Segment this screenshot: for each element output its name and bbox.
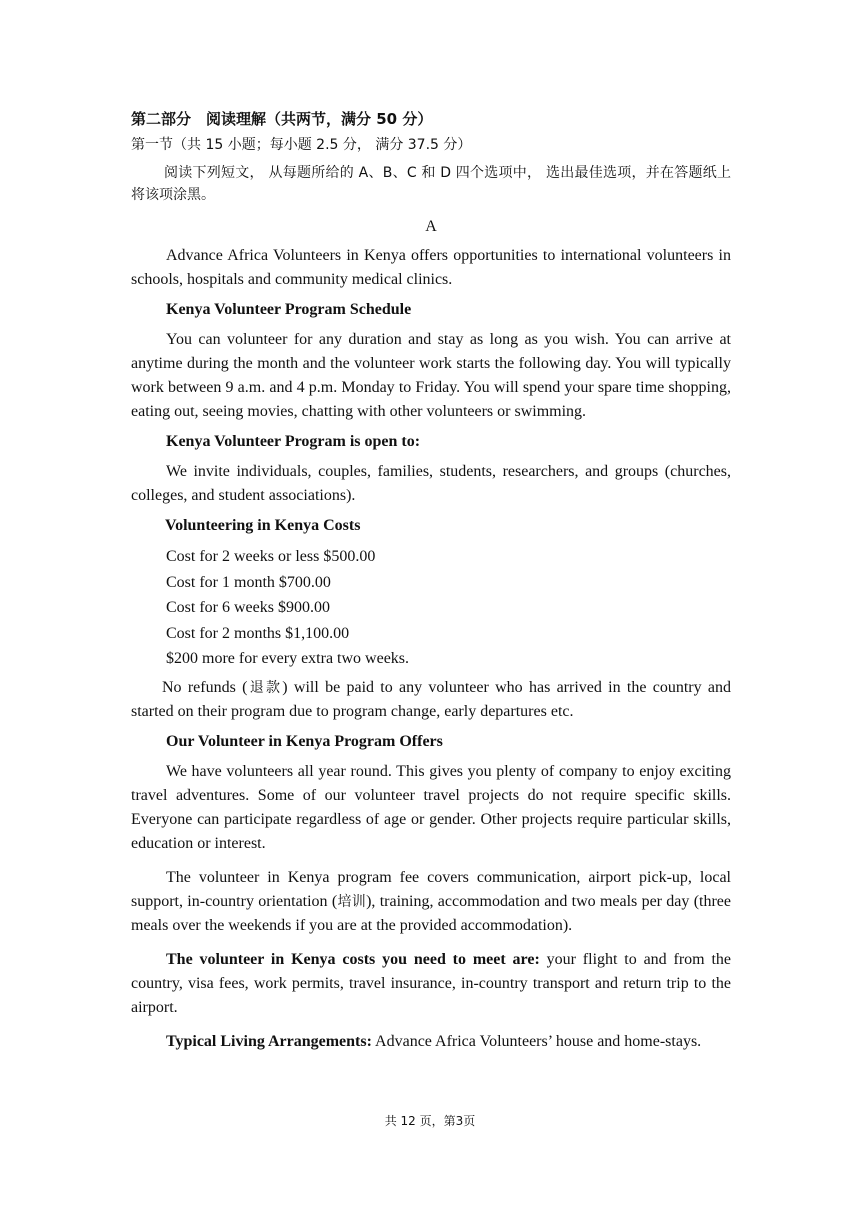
schedule-paragraph: You can volunteer for any duration and stay as long as you wish. You can arrive at anytime during the month and the volunteer work starts the following day. You will typically work between 9 a.m. and 4 p.m. Monday to Friday. You will spend your spare time shopping, eating out, seeing movies, chatting with other volunteers or swimming. bbox=[131, 331, 731, 420]
refund-text-end: ) will be paid to any volunteer who has arrived in the country and started on their program due to program change, early departures etc. bbox=[131, 678, 731, 720]
cost-item: Cost for 1 month $700.00 bbox=[166, 573, 331, 591]
fee-covers-end: ), training, accommodation and two meals per day (three meals over the weekends if you are at the provided accommodation). bbox=[131, 892, 731, 934]
living-label: Typical Living Arrangements: bbox=[166, 1032, 372, 1050]
costs-to-meet-label: The volunteer in Kenya costs you need to meet are: bbox=[166, 950, 540, 968]
offers-paragraph: We have volunteers all year round. This gives you plenty of company to enjoy exciting travel adventures. Some of our volunteer travel projects do not require specific skills. Everyone can participate regardless of age or gender. Other projects require particular skills, education or interest. bbox=[131, 762, 731, 852]
section-title: 第二部分 阅读理解（共两节，满分 50 分） bbox=[131, 110, 433, 128]
schedule-heading: Kenya Volunteer Program Schedule bbox=[166, 301, 412, 318]
offers-heading: Our Volunteer in Kenya Program Offers bbox=[166, 732, 443, 750]
orientation-gloss: 培训 bbox=[337, 893, 367, 910]
subsection-info: 第一节（共 15 小题；每小题 2.5 分， 满分 37.5 分） bbox=[131, 137, 472, 153]
cost-list bbox=[131, 544, 731, 672]
refund-text-start: No refunds ( bbox=[162, 678, 248, 696]
costs-to-meet-text: your flight to and from the country, visa fees, work permits, travel insurance, in-country transport and return trip to the airport. bbox=[131, 950, 732, 1016]
passage-letter: A bbox=[425, 218, 437, 235]
open-to-paragraph: We invite individuals, couples, families, students, researchers, and groups (churches, colleges, and student associations). bbox=[131, 463, 731, 504]
instructions: 阅读下列短文， 从每题所给的 A、B、C 和 D 四个选项中， 选出最佳选项，并在答题纸上将该项涂黑。 bbox=[131, 165, 731, 203]
refund-gloss: 退款 bbox=[247, 679, 283, 696]
living-text: Advance Africa Volunteers’ house and home-stays. bbox=[371, 1032, 702, 1050]
page-footer: 共 12 页，第3页 bbox=[384, 1114, 476, 1128]
open-to-heading: Kenya Volunteer Program is open to: bbox=[166, 433, 421, 450]
fee-covers-start: The volunteer in Kenya program fee covers communication, airport pick-up, local support, in-country orientation ( bbox=[131, 868, 731, 910]
cost-item: Cost for 6 weeks $900.00 bbox=[166, 599, 330, 616]
fee-covers-paragraph bbox=[131, 866, 731, 938]
cost-item: $200 more for every extra two weeks. bbox=[166, 650, 410, 667]
cost-item: Cost for 2 weeks or less $500.00 bbox=[166, 548, 376, 565]
costs-to-meet-paragraph bbox=[131, 948, 731, 1020]
living-paragraph bbox=[131, 1030, 731, 1054]
refund-paragraph bbox=[131, 676, 731, 724]
page-content bbox=[131, 108, 731, 1060]
cost-item: Cost for 2 months $1,100.00 bbox=[166, 624, 350, 642]
intro-paragraph: Advance Africa Volunteers in Kenya offers opportunities to international volunteers in schools, hospitals and community medical clinics. bbox=[131, 247, 731, 288]
costs-heading: Volunteering in Kenya Costs bbox=[165, 517, 361, 534]
